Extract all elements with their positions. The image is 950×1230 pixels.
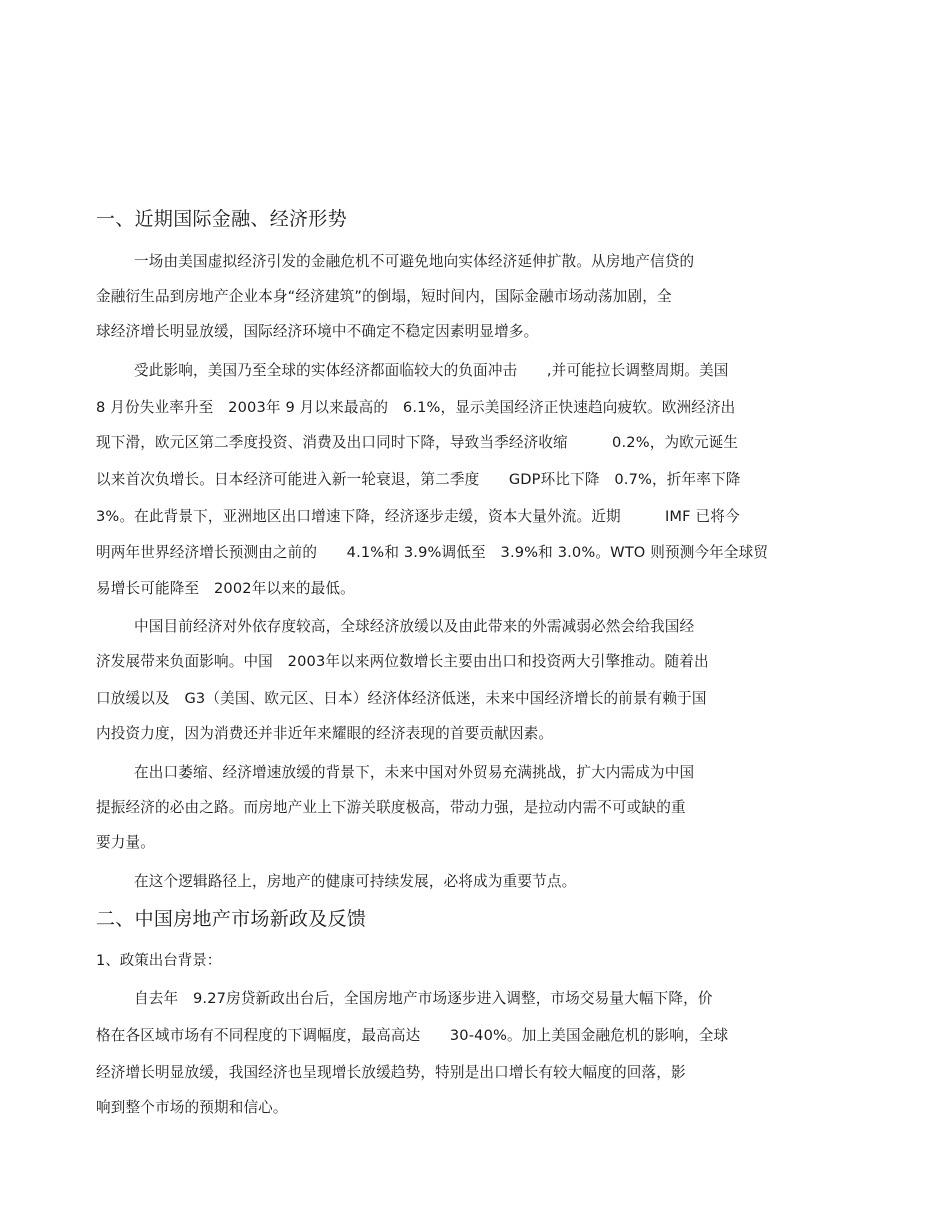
paragraph-line: 易增长可能降至 2002年以来的最低。 (96, 580, 355, 597)
paragraph-line: 现下滑，欧元区第二季度投资、消费及出口同时下降，导致当季经济收缩 0.2%，为欧元诞生 (96, 434, 739, 451)
paragraph-line: 口放缓以及 G3（美国、欧元区、日本）经济体经济低迷，未来中国经济增长的前景有赖于国 (96, 690, 707, 707)
paragraph-line: 格在各区域市场有不同程度的下调幅度，最高高达 30-40%。加上美国金融危机的影响，全球 (96, 1027, 729, 1044)
paragraph-line: 明两年世界经济增长预测由之前的 4.1%和 3.9%调低至 3.9%和 3.0%。WTO 则预测今年全球贸 (96, 544, 769, 561)
section-heading-1: 一、近期国际金融、经济形势 (96, 208, 347, 230)
paragraph-line: 一场由美国虚拟经济引发的金融危机不可避免地向实体经济延伸扩散。从房地产信贷的 (134, 253, 695, 270)
paragraph-line: 以来首次负增长。日本经济可能进入新一轮衰退，第二季度 GDP环比下降 0.7%，折年率下降 (96, 471, 741, 488)
paragraph-line: 金融衍生品到房地产企业本身“经济建筑”的倒塌，短时间内，国际金融市场动荡加剧，全 (96, 288, 672, 305)
paragraph-line: 自去年 9.27房贷新政出台后，全国房地产市场逐步进入调整，市场交易量大幅下降，价 (134, 990, 713, 1007)
paragraph-line: 济发展带来负面影响。中国 2003年以来两位数增长主要由出口和投资两大引擎推动。随着出 (96, 653, 709, 670)
paragraph-line: 响到整个市场的预期和信心。 (96, 1099, 288, 1116)
paragraph-line: 8 月份失业率升至 2003年 9 月以来最高的 6.1%，显示美国经济正快速趋向疲软。欧洲经济出 (96, 399, 736, 416)
paragraph-line: 经济增长明显放缓，我国经济也呈现增长放缓趋势，特别是出口增长有较大幅度的回落，影 (96, 1064, 686, 1081)
paragraph-line: 要力量。 (96, 834, 155, 851)
paragraph-line: 内投资力度，因为消费还并非近年来耀眼的经济表现的首要贡献因素。 (96, 725, 554, 742)
section-heading-2: 二、中国房地产市场新政及反馈 (96, 908, 367, 930)
paragraph-line: 中国目前经济对外依存度较高，全球经济放缓以及由此带来的外需减弱必然会给我国经 (134, 618, 695, 635)
paragraph-line: 提振经济的必由之路。而房地产业上下游关联度极高，带动力强，是拉动内需不可或缺的重 (96, 799, 686, 816)
paragraph-line: 3%。在此背景下，亚洲地区出口增速下降，经济逐步走缓，资本大量外流。近期 IMF 已将今 (96, 508, 740, 525)
subsection-heading: 1、政策出台背景： (96, 953, 222, 969)
paragraph-line: 在这个逻辑路径上，房地产的健康可持续发展，必将成为重要节点。 (134, 873, 577, 890)
paragraph-line: 球经济增长明显放缓，国际经济环境中不确定不稳定因素明显增多。 (96, 323, 539, 340)
paragraph-line: 在出口萎缩、经济增速放缓的背景下，未来中国对外贸易充满挑战，扩大内需成为中国 (134, 764, 695, 781)
paragraph-line: 受此影响，美国乃至全球的实体经济都面临较大的负面冲击 ,并可能拉长调整周期。美国 (134, 362, 729, 379)
